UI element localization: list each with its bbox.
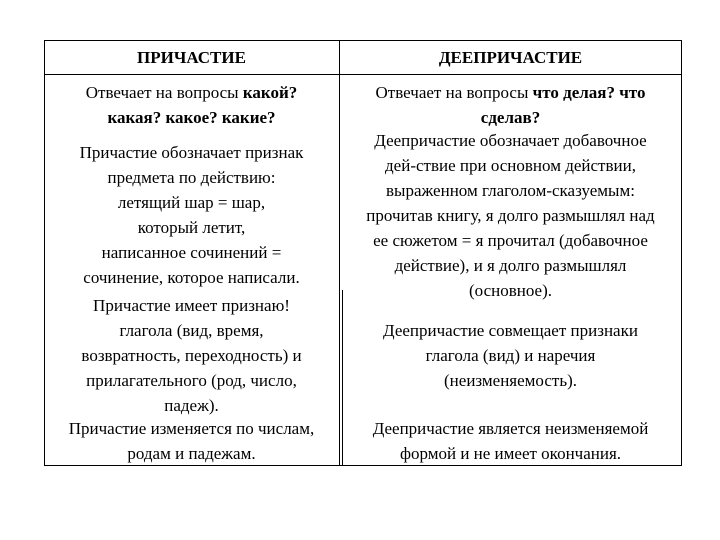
cell-line: написанное сочинений = — [101, 243, 282, 262]
cell-line: ее сюжетом = я прочитал (добавочное — [373, 231, 648, 250]
cell-line: который летит, — [137, 218, 246, 237]
cell-line: родам и падежам. — [127, 444, 256, 463]
cell-line: Деепричастие совмещает признаки — [383, 321, 638, 340]
cell-line: возвратность, переходность) и — [81, 346, 302, 365]
cell-line: действие), и я долго размышлял — [394, 256, 627, 275]
cell-line: Деепричастие является неизменяемой — [372, 419, 649, 438]
row-inflection-adverbial — [340, 416, 681, 466]
cell-line: сочинение, которое написали. — [83, 268, 300, 287]
table-border-right — [681, 40, 682, 466]
cell-line: дей-ствие при основном действии, — [385, 156, 636, 175]
cell-line: Деепричастие обозначает добавочное — [374, 131, 647, 150]
cell-line: глагола (вид, время, — [119, 321, 264, 340]
cell-line: падеж). — [164, 396, 219, 415]
cell-line: Причастие изменяется по числам, — [68, 419, 315, 438]
row-inflection-participle — [44, 416, 339, 466]
header-participle: ПРИЧАСТИЕ — [137, 48, 246, 67]
cell-line: Причастие обозначает признак — [79, 143, 304, 162]
cell-line: глагола (вид) и наречия — [425, 346, 596, 365]
cell-line: летящий шар = шар, — [117, 193, 266, 212]
cell-line: формой и не имеет окончания. — [399, 444, 622, 463]
row-features-participle — [44, 293, 339, 418]
header-adverbial-participle: ДЕЕПРИЧАСТИЕ — [438, 48, 583, 67]
cell-line: предмета по действию: — [107, 168, 276, 187]
cell-line: прочитав книгу, я долго размышлял над — [366, 206, 655, 225]
text: Отвечает на вопросы — [85, 83, 243, 102]
cell-line: (неизменяемость). — [444, 371, 577, 390]
row-meaning-adverbial — [340, 128, 681, 303]
cell-line — [340, 80, 681, 105]
cell-line: прилагательного (род, число, — [86, 371, 297, 390]
cell-line: выраженном глаголом-сказуемым: — [386, 181, 635, 200]
bold-text: что делая? что — [532, 83, 646, 102]
cell-line: Причастие имеет признаю! — [93, 296, 290, 315]
cell-line — [44, 105, 339, 130]
cell-line: (основное). — [468, 281, 553, 300]
bold-text: какая? какое? какие? — [107, 108, 276, 127]
text: Отвечает на вопросы — [375, 83, 533, 102]
comparison-table — [44, 40, 682, 466]
cell-line — [340, 105, 681, 130]
table-border-top — [44, 40, 682, 41]
cell-line — [44, 80, 339, 105]
row-questions-participle — [44, 80, 339, 130]
bold-text: сделав? — [480, 108, 541, 127]
bold-text: какой? — [242, 83, 298, 102]
header-divider — [44, 74, 682, 75]
row-meaning-participle — [44, 140, 339, 290]
row-questions-adverbial — [340, 80, 681, 130]
row-features-adverbial — [340, 318, 681, 393]
